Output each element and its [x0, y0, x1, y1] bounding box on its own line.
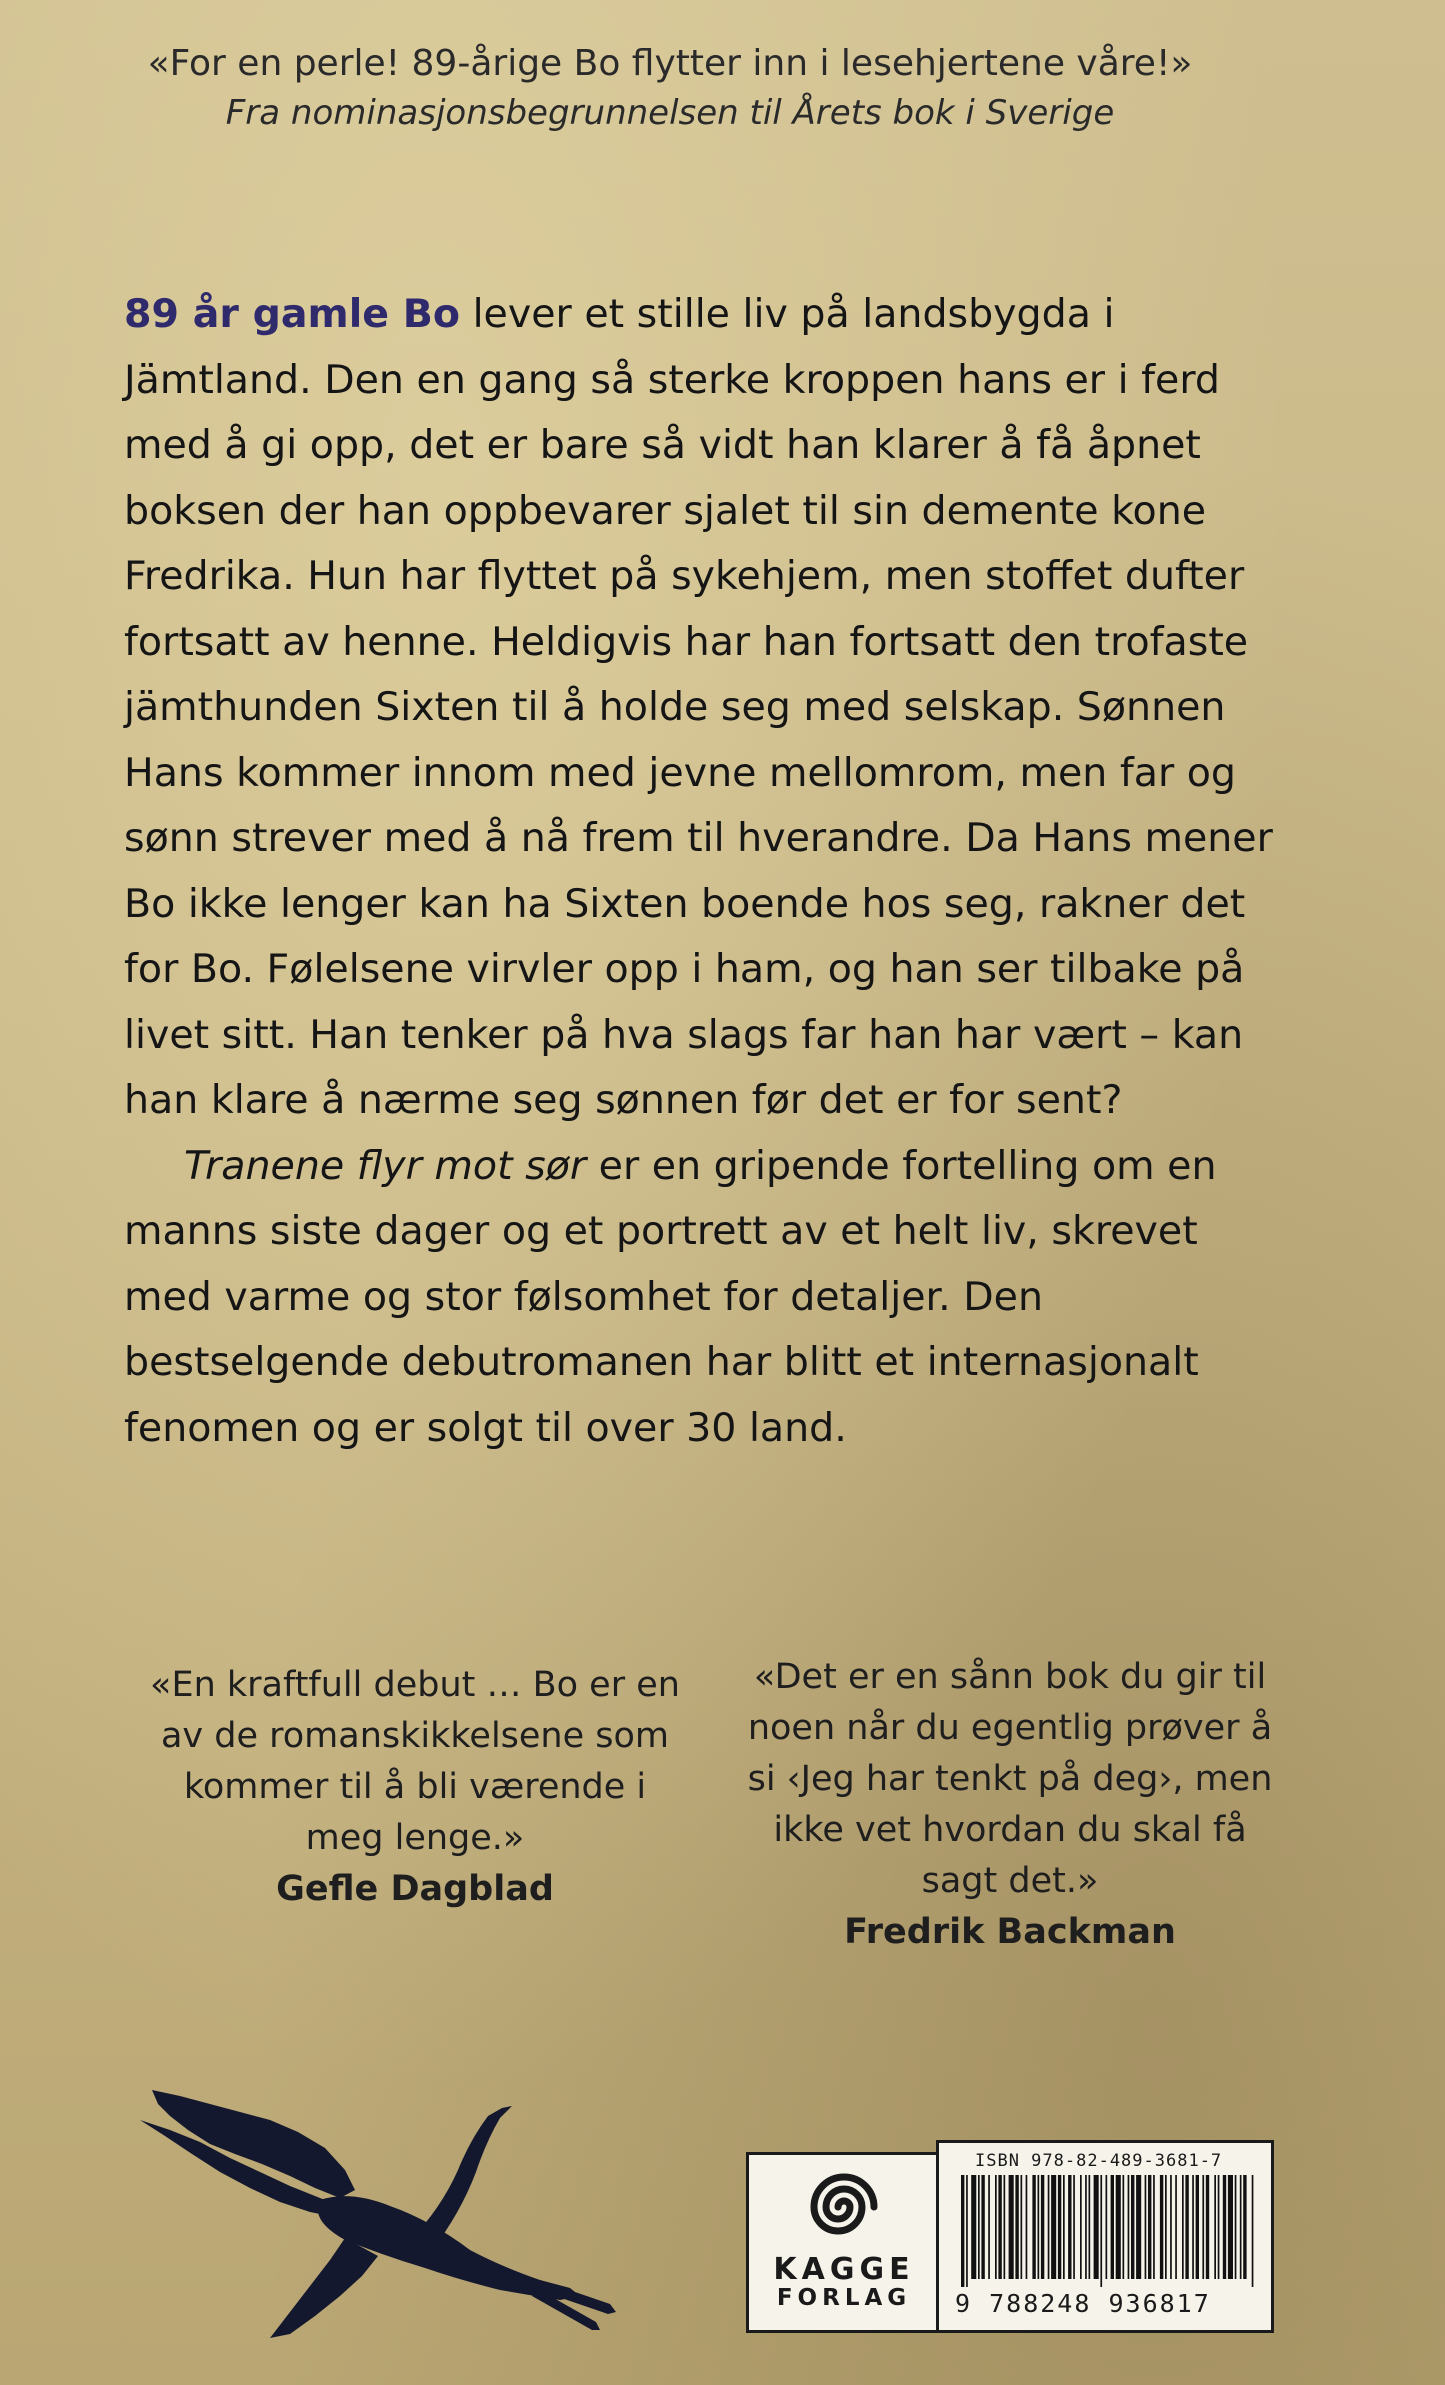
barcode-bar — [1080, 2175, 1082, 2279]
barcode-bar — [1026, 2175, 1028, 2279]
barcode-bar — [1131, 2175, 1134, 2279]
description-paragraph-1-text: lever et stille liv på landsbygda i Jämtland. Den en gang så sterke kroppen hans er i ferd med å gi opp, det er bare så vidt han klarer å få åpnet boksen der han oppbevarer sjalet til sin demente kone Fredrika. Hun har flyttet på sykehjem, men stoffet dufter fortsatt av henne. Heldigvis har han fortsatt den trofaste jämthunden Sixten til å holde seg med selskap. Sønnen Hans kommer innom med jevne mellomrom, men far og sønn strever med å nå frem til hverandre. Da Hans mener Bo ikke lenger kan ha Sixten boende hos seg, rakner det for Bo. Følelsene virvler opp i ham, og han ser tilbake på livet sitt. Han tenker på hva slags far han har vært – kan han klare å nærme seg sønnen før det er for sent? — [124, 291, 1273, 1123]
barcode-bar — [1015, 2175, 1018, 2279]
review-source: Gefle Dagblad — [276, 1869, 554, 1909]
barcode-bar — [1032, 2175, 1035, 2279]
ean-digits: 9 788248 936817 — [955, 2289, 1211, 2318]
publisher-name: KAGGE — [773, 2252, 915, 2287]
barcode-bar — [1252, 2175, 1254, 2287]
barcode-bar — [1235, 2175, 1237, 2279]
barcode-bar — [1160, 2175, 1163, 2279]
barcode-bar — [971, 2175, 976, 2279]
review-quote — [150, 1660, 680, 1915]
review-text: «En kraftfull debut … Bo er en av de romanskikkelsene som kommer til å bli værende i meg lenge.» — [150, 1665, 680, 1858]
barcode-bar — [978, 2175, 980, 2279]
review-text: «Det er en sånn bok du gir til noen når du egentlig prøver å si ‹Jeg har tenkt på deg›, men ikke vet hvordan du skal få sagt det.» — [747, 1657, 1273, 1901]
barcode-bar — [1206, 2175, 1209, 2279]
barcode-bar — [981, 2175, 984, 2279]
barcode-bar — [995, 2175, 997, 2279]
description-lead: 89 år gamle Bo — [124, 291, 461, 337]
isbn-barcode — [936, 2140, 1274, 2333]
barcode-bar — [1218, 2175, 1220, 2279]
barcode-bar — [1094, 2175, 1099, 2279]
barcode-bar — [1170, 2175, 1172, 2279]
barcode-bar — [1004, 2175, 1006, 2279]
barcode-bar — [1185, 2175, 1188, 2279]
book-title: Tranene flyr mot sør — [184, 1142, 587, 1189]
barcode-bar — [1153, 2175, 1155, 2279]
description-paragraph-1 — [124, 282, 1274, 1134]
barcode-bar — [1148, 2175, 1151, 2279]
barcode-bar — [966, 2175, 968, 2287]
barcode-bars — [947, 2175, 1263, 2287]
spiral-logo-icon — [802, 2165, 886, 2249]
barcode-bar — [1111, 2175, 1114, 2279]
barcode-bar — [1100, 2175, 1102, 2287]
barcode-bar — [1048, 2175, 1050, 2279]
barcode-bar — [1009, 2175, 1014, 2279]
barcode-bar — [1038, 2175, 1040, 2279]
barcode-bar — [1136, 2175, 1141, 2279]
barcode-bar — [1202, 2175, 1204, 2279]
publisher-logo — [746, 2152, 942, 2333]
barcode-bar — [1175, 2175, 1177, 2279]
barcode-bar — [998, 2175, 1001, 2279]
book-description — [124, 282, 1274, 1461]
top-quote — [60, 40, 1280, 136]
barcode-bar — [1068, 2175, 1071, 2279]
barcode-bar — [1145, 2175, 1147, 2279]
barcode-bar — [1223, 2175, 1226, 2279]
barcode-bar — [1214, 2175, 1216, 2279]
barcode-bar — [1106, 2175, 1108, 2279]
flying-crane-icon — [140, 2090, 640, 2350]
barcode-bar — [1089, 2175, 1091, 2279]
publisher-subtitle: FORLAG — [776, 2285, 912, 2311]
barcode-bar — [1041, 2175, 1044, 2279]
barcode-bar — [1123, 2175, 1125, 2279]
top-quote-text: «For en perle! 89-årige Bo flytter inn i lesehjertene våre!» — [147, 43, 1193, 84]
barcode-bar — [1196, 2175, 1199, 2279]
barcode-bar — [1021, 2175, 1023, 2279]
barcode-bar — [1085, 2175, 1087, 2279]
barcode-bar — [1128, 2175, 1130, 2279]
barcode-bar — [1058, 2175, 1061, 2279]
description-paragraph-2 — [124, 1134, 1274, 1462]
barcode-bar — [1192, 2175, 1194, 2279]
barcode-bar — [1243, 2175, 1246, 2279]
description-paragraph-2-text: er en gripende fortelling om en manns siste dager og et portrett av et helt liv, skrevet med varme og stor følsomhet for detaljer. Den bestselgende debutromanen har blitt et internasjonalt fenomen og er solgt til over 30 land. — [124, 1142, 1217, 1451]
barcode-bar — [988, 2175, 990, 2279]
barcode-bar — [1051, 2175, 1056, 2279]
barcode-bar — [1063, 2175, 1065, 2279]
barcode-bar — [1240, 2175, 1242, 2279]
top-quote-source: Fra nominasjonsbegrunnelsen til Årets bok i Sverige — [225, 93, 1115, 133]
barcode-bar — [1165, 2175, 1167, 2279]
barcode-bar — [1228, 2175, 1233, 2279]
barcode-bar — [1116, 2175, 1121, 2279]
review-quote — [730, 1652, 1290, 1958]
barcode-bar — [1182, 2175, 1184, 2279]
barcode-bar — [961, 2175, 964, 2287]
barcode-bar — [1073, 2175, 1075, 2279]
isbn-label: ISBN 978-82-489-3681-7 — [975, 2151, 1223, 2171]
review-source: Fredrik Backman — [844, 1912, 1176, 1952]
